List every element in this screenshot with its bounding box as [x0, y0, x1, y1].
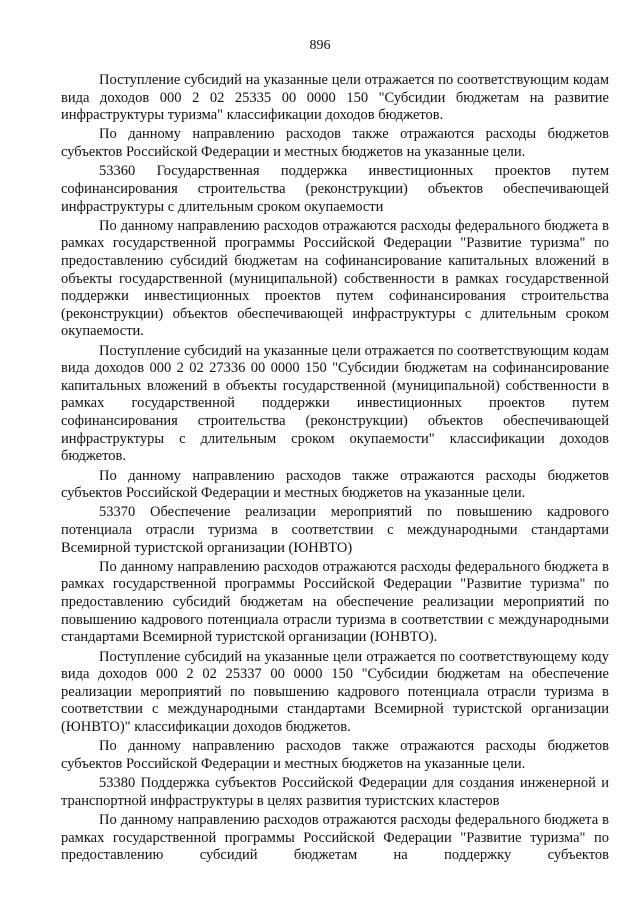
section-heading: 53380 Поддержка субъектов Российской Федерации для создания инженерной и транспортной инфраструктуры в целях развития туристских кластеров	[61, 775, 609, 809]
section-heading: 53370 Обеспечение реализации мероприятий по повышению кадрового потенциала отрасли туризма в соответствии с международными стандартами Всемирной туристской организации (ЮНВТО)	[61, 504, 609, 556]
document-body	[61, 72, 609, 866]
paragraph: По данному направлению расходов также отражаются расходы бюджетов субъектов Российской Федерации и местных бюджетов на указанные цели.	[61, 738, 609, 772]
paragraph: По данному направлению расходов также отражаются расходы бюджетов субъектов Российской Федерации и местных бюджетов на указанные цели.	[61, 126, 609, 161]
paragraph: Поступление субсидий на указанные цели отражается по соответствующим кодам вида доходов 000 2 02 25335 00 0000 150 "Субсидии бюджетам на развитие инфраструктуры туризма" классификации доходов бюджетов.	[61, 72, 609, 124]
section-heading: 53360 Государственная поддержка инвестиционных проектов путем софинансирования строительства (реконструкции) объектов обеспечивающей инфраструктуры с длительным сроком окупаемости	[61, 163, 609, 215]
paragraph: По данному направлению расходов отражаются расходы федерального бюджета в рамках государственной программы Российской Федерации "Развитие туризма" по предоставлению субсидий бюджетам на поддержку субъектов	[61, 811, 609, 864]
paragraph: Поступление субсидий на указанные цели отражается по соответствующим кодам вида доходов 000 2 02 27336 00 0000 150 "Субсидии бюджетам на софинансирование капитальных вложений в объекты государственной (муниципальной) собственности в рамках государственной поддержки инвестиционных проектов путем софинансирования строительства (реконструкции) объектов обеспечивающей инфраструктуры с длительным сроком окупаемости" классификации доходов бюджетов.	[61, 342, 609, 465]
paragraph: По данному направлению расходов также отражаются расходы бюджетов субъектов Российской Федерации и местных бюджетов на указанные цели.	[61, 467, 609, 502]
paragraph: Поступление субсидий на указанные цели отражается по соответствующему коду вида доходов 000 2 02 25337 00 0000 150 "Субсидии бюджетам на обеспечение реализации мероприятий по повышению кадрового потенциала отрасли туризма в соответствии с международными стандартами Всемирной туристской организации (ЮНВТО)" классификации доходов бюджетов.	[61, 648, 609, 735]
paragraph: По данному направлению расходов отражаются расходы федерального бюджета в рамках государственной программы Российской Федерации "Развитие туризма" по предоставлению субсидий бюджетам на обеспечение реализации мероприятий по повышению кадрового потенциала отрасли туризма в соответствии с международными стандартами Всемирной туристской организации (ЮНВТО).	[61, 558, 609, 646]
page-number: 896	[309, 38, 331, 53]
paragraph: По данному направлению расходов отражаются расходы федерального бюджета в рамках государственной программы Российской Федерации "Развитие туризма" по предоставлению субсидий бюджетам на софинансирование капитальных вложений в объекты государственной (муниципальной) собственности в рамках государственной поддержки инвестиционных проектов путем софинансирования строительства (реконструкции) объектов обеспечивающей инфраструктуры с длительным сроком окупаемости.	[61, 217, 609, 340]
